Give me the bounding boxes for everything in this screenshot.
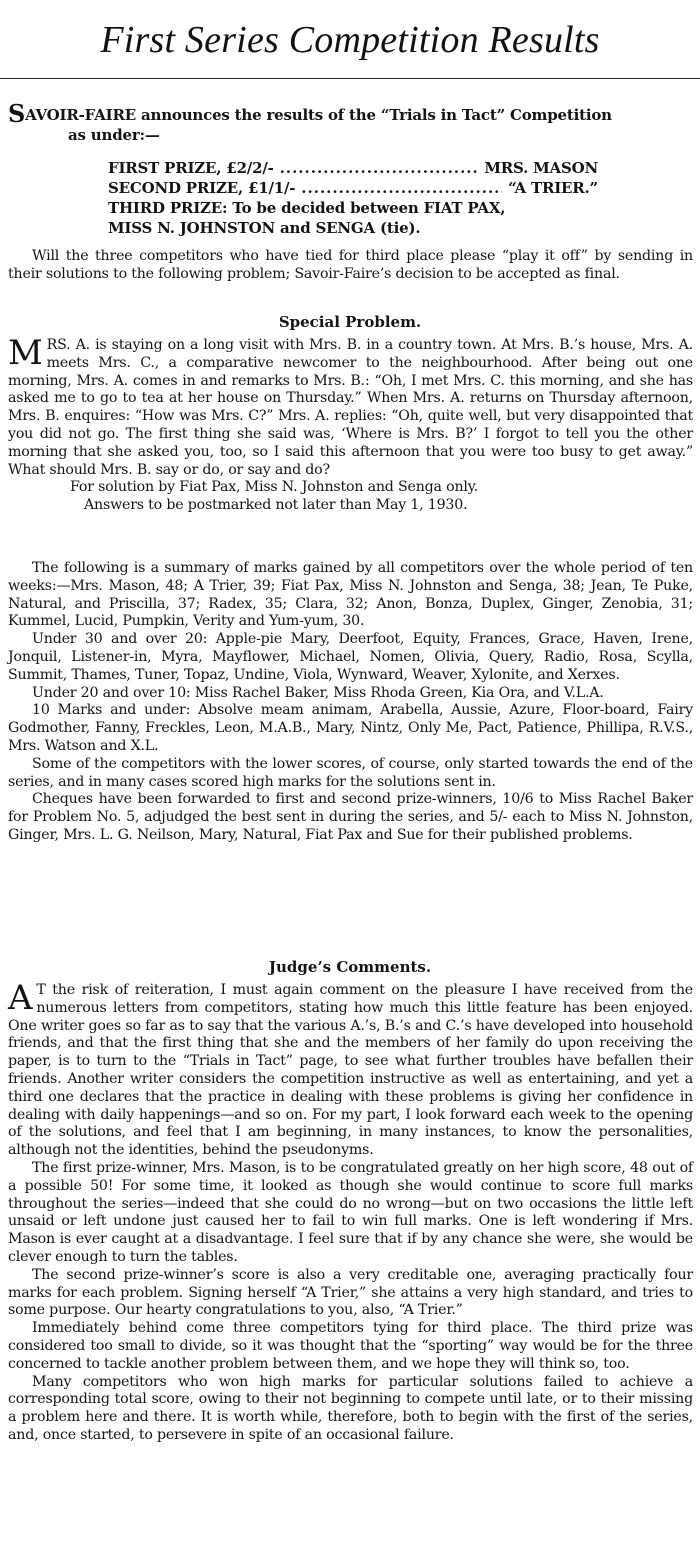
judges-paragraph: The first prize-winner, Mrs. Mason, is to be congratulated greatly on her high score, 48 out of a possible 50! For some time, it looked as though she would continue to score full marks throughout the series—indeed that she could do no wrong—but on two occasions the little left unsaid or left undone just caused her to fail to win full marks. One is left wondering if Mrs. Mason is ever caught at a disadvantage. I feel sure that if by any chance she were, she would be clever enough to turn the tables. (8, 1159, 693, 1265)
announcement-text-cont: as under:— (68, 126, 160, 144)
special-problem-block (8, 333, 693, 515)
announcement (8, 99, 693, 145)
tie-notice: Will the three competitors who have tied for third place please “play it off” by sending in their solutions to the following problem; Savoir-Faire’s decision to be accepted as final. (8, 248, 693, 282)
summary-paragraph: Some of the competitors with the lower scores, of course, only started towards the end of the series, and in many cases scored high marks for the solutions sent in. (8, 755, 693, 790)
judges-block (8, 978, 693, 1445)
announcement-text: AVOIR-FAIRE announces the results of the “Trials in Tact” Competition (25, 106, 612, 124)
special-problem-heading: Special Problem. (278, 313, 422, 331)
summary-paragraph: Under 20 and over 10: Miss Rachel Baker, Miss Rhoda Green, Kia Ora, and V.L.A. (32, 684, 604, 701)
problem-paragraph (8, 333, 693, 479)
judges-paragraph: Many competitors who won high marks for particular solutions failed to achieve a corresponding total score, owing to their not beginning to compete until late, or to their missing a problem here and there. It is worth while, therefore, both to begin with the first of the series, and, once started, to persevere in spite of an occasional failure. (8, 1373, 693, 1443)
judges-heading: Judge’s Comments. (268, 958, 432, 976)
leader-dots (280, 158, 479, 178)
prize-list (108, 158, 598, 238)
first-prize-winner: MRS. MASON (484, 159, 598, 177)
summary-paragraph: 10 Marks and under: Absolve meam animam, Arabella, Aussie, Azure, Floor-board, Fairy Godmother, Fanny, Freckles, Leon, M.A.B., Mary, Nintz, Only Me, Pact, Patience, Phillipa, R.V.S., Mrs. Watson and X.L. (8, 702, 693, 754)
problem-dropcap: M (8, 333, 43, 373)
judges-paragraph: The second prize-winner’s score is also a very creditable one, averaging practically four marks for each problem. Signing herself “A Trier,” she attains a very high standard, and tries to some purpose. Our hearty congratulations to you, also, “A Trier.” (8, 1266, 693, 1319)
problem-text: RS. A. is staying on a long visit with Mrs. B. in a country town. At Mrs. B.’s house, Mrs. A. meets Mrs. C., a comparative newcomer to the neighbourhood. After being out one morning, Mrs. A. comes in and remarks to Mrs. B.: “Oh, I met Mrs. C. this morning, and she has asked me to go to tea at her house on Thursday.” When Mrs. A. returns on Thursday afternoon, Mrs. B. enquires: “How was Mrs. C?” Mrs. A. replies: “Oh, quite well, but very disappointed that you did not go. The first thing she said was, ‘Where is Mrs. B?’ I forgot to tell you the other morning that she asked you, too, so I said this afternoon that you were too busy to get away.” What should Mrs. B. say or do, or say and do? (8, 337, 693, 478)
summary-paragraph: Under 30 and over 20: Apple-pie Mary, Deerfoot, Equity, Frances, Grace, Haven, Irene, Jonquil, Listener-in, Myra, Mayflower, Michael, Nomen, Olivia, Query, Radio, Rosa, Scylla, Summit, Thames, Tuner, Topaz, Undine, Viola, Wynward, Weaver, Xylonite, and Xerxes. (8, 631, 693, 683)
solution-note: For solution by Fiat Pax, Miss N. Johnston and Senga only. (70, 479, 478, 496)
announcement-initial: S (8, 99, 26, 128)
deadline-note: Answers to be postmarked not later than May 1, 1930. (84, 497, 468, 514)
judges-dropcap: A (8, 978, 33, 1018)
leader-dots (301, 178, 502, 198)
page-title: First Series Competition Results (100, 19, 600, 61)
third-prize-row (108, 198, 598, 238)
judges-text: T the risk of reiteration, I must again comment on the pleasure I have received from the numerous letters from competitors, stating how much this little feature has been enjoyed. One writer goes so far as to say that the various A.’s, B.’s and C.’s have developed into household friends, and that the first thing that she and the members of her family do upon receiving the paper, is to turn to the “Trials in Tact” page, to see what further troubles have befallen their friends. Another writer considers the competition instructive as well as entertaining, and yet a third one declares that the practice in dealing with these problems is giving her confidence in dealing with daily happenings—and so on. For my part, I look forward each week to the opening of the solutions, and feel that I am beginning, in many instances, to know the personalities, although not the identities, behind the pseudonyms. (8, 982, 693, 1159)
third-prize-names: MISS N. JOHNSTON and SENGA (tie). (108, 219, 421, 237)
second-prize-winner: “A TRIER.” (508, 179, 598, 197)
third-prize-text: THIRD PRIZE: To be decided between FIAT PAX, (108, 199, 506, 217)
title-rule (0, 78, 700, 79)
summary-paragraph: Cheques have been forwarded to first and second prize-winners, 10/6 to Miss Rachel Baker for Problem No. 5, adjudged the best sent in during the series, and 5/- each to Miss N. Johnston, Ginger, Mrs. L. G. Neilson, Mary, Natural, Fiat Pax and Sue for their published problems. (8, 791, 693, 843)
second-prize-row (108, 178, 598, 198)
first-prize-row (108, 158, 598, 178)
second-prize-label: SECOND PRIZE, £1/1/- (108, 179, 296, 197)
summary-block (8, 560, 693, 845)
summary-paragraph: The following is a summary of marks gained by all competitors over the whole period of ten weeks:—Mrs. Mason, 48; A Trier, 39; Fiat Pax, Miss N. Johnston and Senga, 38; Jean, Te Puke, Natural, and Priscilla, 37; Radex, 35; Clara, 32; Anon, Bonza, Duplex, Ginger, Zenobia, 31; Kummel, Lucid, Pumpkin, Verity and Yum-yum, 30. (8, 560, 693, 630)
tie-notice-block (8, 248, 693, 284)
judges-paragraph: Immediately behind come three competitors tying for third place. The third prize was considered too small to divide, so it was thought that the “sporting” way would be for the three concerned to tackle another problem between them, and we hope they will think so, too. (8, 1320, 693, 1372)
first-prize-label: FIRST PRIZE, £2/2/- (108, 159, 274, 177)
judges-paragraph (8, 978, 693, 1160)
